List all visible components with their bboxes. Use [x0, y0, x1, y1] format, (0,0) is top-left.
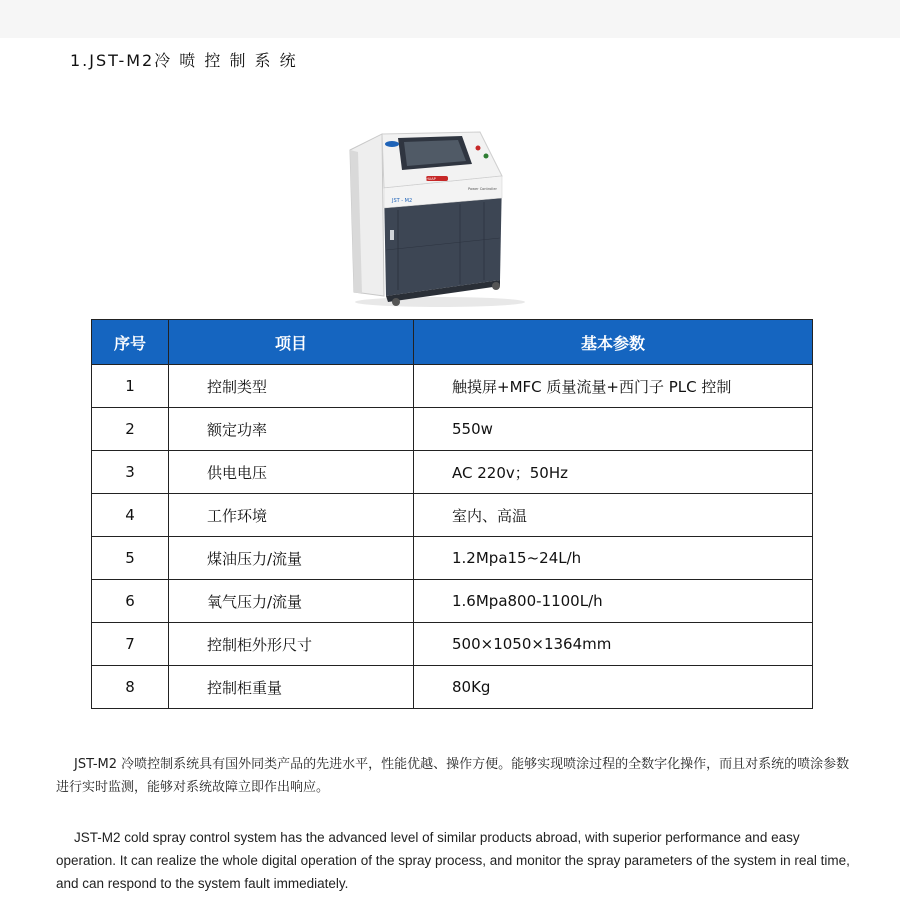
- row-item: 工作环境: [169, 494, 414, 537]
- header-param: 基本参数: [414, 320, 813, 365]
- row-no: 1: [92, 365, 169, 408]
- table-row: [92, 666, 813, 709]
- row-no: 2: [92, 408, 169, 451]
- page-title: 1.JST-M2冷 喷 控 制 系 统: [70, 51, 298, 70]
- panel-side-text: Power Controller: [468, 187, 497, 191]
- table-row: [92, 451, 813, 494]
- row-param: AC 220v；50Hz: [414, 451, 813, 494]
- table-row: [92, 580, 813, 623]
- spec-table: [91, 319, 813, 709]
- row-no: 7: [92, 623, 169, 666]
- header-item: 项目: [169, 320, 414, 365]
- row-item: 控制柜重量: [169, 666, 414, 709]
- header-no: 序号: [92, 320, 169, 365]
- top-band: [0, 0, 900, 38]
- table-header-row: [92, 320, 813, 365]
- row-no: 3: [92, 451, 169, 494]
- row-param: 550w: [414, 408, 813, 451]
- row-item: 煤油压力/流量: [169, 537, 414, 580]
- row-item: 控制类型: [169, 365, 414, 408]
- row-item: 额定功率: [169, 408, 414, 451]
- row-item: 氧气压力/流量: [169, 580, 414, 623]
- description-chinese: JST-M2 冷喷控制系统具有国外同类产品的先进水平，性能优越、操作方便。能够实现喷涂过程的全数字化操作，而且对系统的喷涂参数进行实时监测，能够对系统故障立即作出响应。: [56, 757, 850, 795]
- table-row: [92, 623, 813, 666]
- table-row: [92, 408, 813, 451]
- screen-label: HUAP: [426, 177, 436, 181]
- row-no: 6: [92, 580, 169, 623]
- row-param: 1.6Mpa800-1100L/h: [414, 580, 813, 623]
- table-row: [92, 537, 813, 580]
- row-no: 4: [92, 494, 169, 537]
- description-english: JST-M2 cold spray control system has the advanced level of similar products abroad, with superior performance and easy operation. It can realize the whole digital operation of the spray process, and monitor the spray parameters of the system in real time, and can respond to the system fault immediately.: [56, 829, 850, 891]
- row-param: 80Kg: [414, 666, 813, 709]
- row-param: 1.2Mpa15~24L/h: [414, 537, 813, 580]
- row-no: 5: [92, 537, 169, 580]
- table-row: [92, 494, 813, 537]
- row-no: 8: [92, 666, 169, 709]
- row-param: 500×1050×1364mm: [414, 623, 813, 666]
- row-param: 触摸屏+MFC 质量流量+西门子 PLC 控制: [414, 365, 813, 408]
- table-row: [92, 365, 813, 408]
- row-param: 室内、高温: [414, 494, 813, 537]
- row-item: 控制柜外形尺寸: [169, 623, 414, 666]
- product-image: [340, 130, 530, 310]
- panel-brand-text: JST - M2: [392, 198, 413, 204]
- row-item: 供电电压: [169, 451, 414, 494]
